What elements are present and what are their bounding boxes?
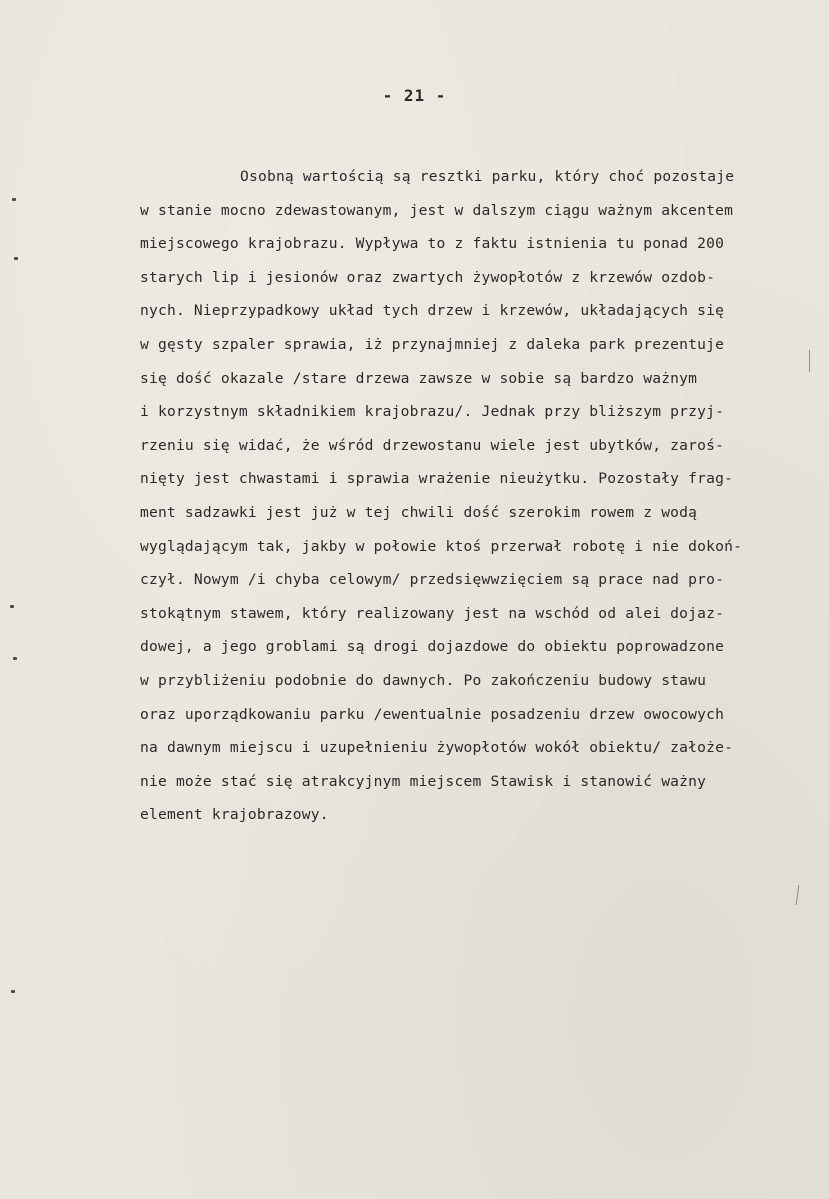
paragraph-line: wyglądającym tak, jakby w połowie ktoś przerwał robotę i nie dokoń- [140, 537, 743, 555]
paragraph-line: rzeniu się widać, że wśród drzewostanu wiele jest ubytków, zaroś- [140, 436, 725, 454]
paragraph-line: się dość okazale /stare drzewa zawsze w sobie są bardzo ważnym [140, 369, 698, 387]
paragraph-line: nie może stać się atrakcyjnym miejscem Stawisk i stanowić ważny [140, 772, 707, 790]
paragraph-line: nych. Nieprzypadkowy układ tych drzew i krzewów, układających się [140, 302, 725, 320]
paragraph-line: na dawnym miejscu i uzupełnieniu żywopłotów wokół obiektu/ założe- [140, 739, 734, 757]
margin-speck [13, 657, 17, 660]
margin-speck [10, 605, 14, 608]
paragraph-line: i korzystnym składnikiem krajobrazu/. Jednak przy bliższym przyj- [140, 403, 725, 421]
paragraph-line: stokątnym stawem, który realizowany jest na wschód od alei dojaz- [140, 604, 725, 622]
paragraph-line: czył. Nowym /i chyba celowym/ przedsięwwzięciem są prace nad pro- [140, 571, 725, 589]
paragraph [140, 160, 820, 832]
margin-speck [14, 257, 18, 260]
page-number: - 21 - [382, 86, 447, 105]
paragraph-line: nięty jest chwastami i sprawia wrażenie nieużytku. Pozostały frag- [140, 470, 734, 488]
paragraph-line: oraz uporządkowaniu parku /ewentualnie posadzeniu drzew owocowych [140, 705, 725, 723]
paragraph-line: miejscowego krajobrazu. Wypływa to z faktu istnienia tu ponad 200 [140, 235, 725, 253]
paragraph-line: Osobną wartością są resztki parku, który choć pozostaje [240, 168, 735, 185]
paragraph-line: element krajobrazowy. [140, 806, 329, 824]
paragraph-line: starych lip i jesionów oraz zwartych żywopłotów z krzewów ozdob- [140, 268, 716, 286]
paragraph-line: w gęsty szpaler sprawia, iż przynajmniej z daleka park prezentuje [140, 335, 725, 353]
scan-stroke [796, 885, 800, 905]
paragraph-line: w stanie mocno zdewastowanym, jest w dalszym ciągu ważnym akcentem [140, 201, 734, 219]
paragraph-line: dowej, a jego groblami są drogi dojazdowe do obiektu poprowadzone [140, 638, 725, 656]
paragraph-line: ment sadzawki jest już w tej chwili dość szerokim rowem z wodą [140, 503, 698, 521]
margin-speck [12, 198, 16, 201]
margin-speck [11, 990, 15, 993]
scan-stroke [809, 350, 810, 372]
paragraph-line: w przybliżeniu podobnie do dawnych. Po zakończeniu budowy stawu [140, 671, 707, 689]
